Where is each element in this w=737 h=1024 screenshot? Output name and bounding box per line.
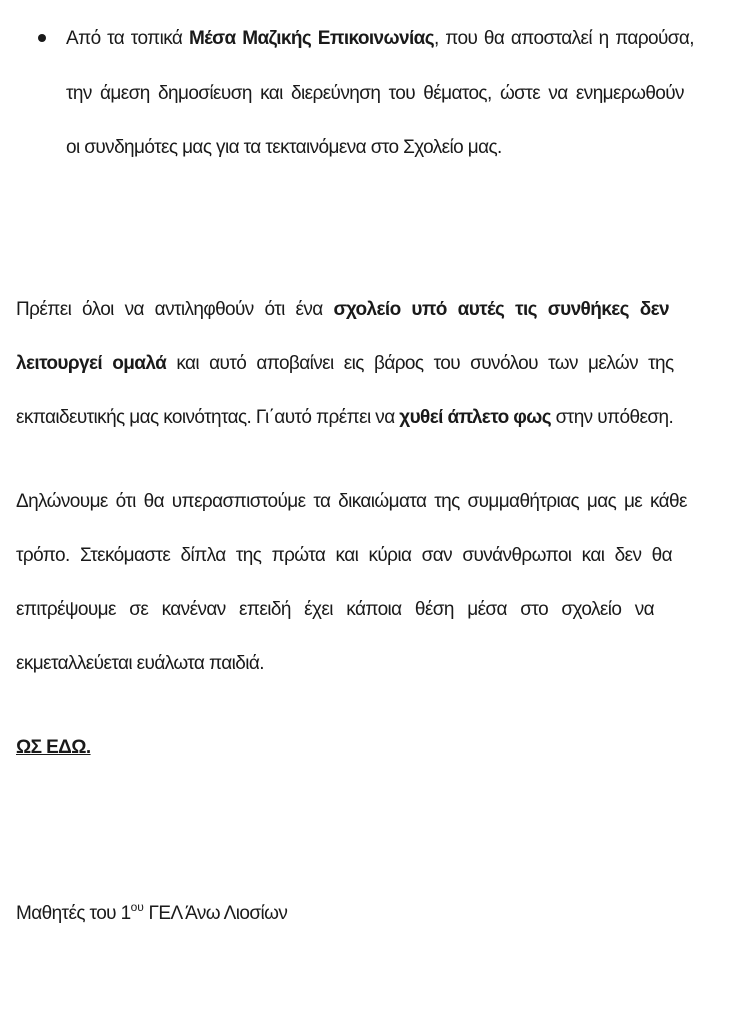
paragraph-1-line-1 <box>16 298 669 322</box>
paragraph-2-line-4 <box>16 652 264 676</box>
paragraph-text: στην υπόθεση. <box>550 407 674 428</box>
paragraph-text: εκμεταλλεύεται ευάλωτα παιδιά. <box>16 653 264 674</box>
paragraph-bold-text: λειτουργεί ομαλά <box>16 353 167 374</box>
signature-superscript: ου <box>130 900 144 914</box>
paragraph-text: επιτρέψουμε σε κανέναν επειδή έχει κάποια θέση μέσα στο σχολείο να <box>16 599 655 620</box>
bullet-text-plain: , που θα αποσταλεί η παρούσα, <box>433 28 694 49</box>
bullet-text: την άμεση δημοσίευση και διερεύνηση του θέματος, ώστε να ενημερωθούν <box>66 83 684 104</box>
bullet-text-line-3 <box>66 136 502 160</box>
bullet-icon <box>38 34 46 42</box>
paragraph-2-line-1 <box>16 490 687 514</box>
bullet-text-line-1-full <box>66 27 694 51</box>
closing-statement: ΩΣ ΕΔΩ. <box>16 737 91 758</box>
signature-prefix: Μαθητές του 1 <box>16 903 131 924</box>
bullet-text-line-2 <box>66 82 684 106</box>
paragraph-2-line-3 <box>16 598 654 622</box>
signature <box>16 900 287 925</box>
paragraph-bold-text: χυθεί άπλετο φως <box>399 407 551 428</box>
bullet-text-bold: Μέσα Μαζικής Επικοινωνίας <box>188 28 434 49</box>
signature-suffix: ΓΕΛ Άνω Λιοσίων <box>143 903 288 924</box>
paragraph-text: Δηλώνουμε ότι θα υπερασπιστούμε τα δικαιώματα της συμμαθήτριας μας με κάθε <box>16 491 687 512</box>
paragraph-text: Πρέπει όλοι να αντιληφθούν ότι ένα <box>16 299 334 320</box>
paragraph-1-line-2 <box>16 352 674 376</box>
bullet-text: οι συνδημότες μας για τα τεκταινόμενα στο Σχολείο μας. <box>66 137 502 158</box>
paragraph-text: και αυτό αποβαίνει εις βάρος του συνόλου των μελών της <box>166 353 674 374</box>
paragraph-text: εκπαιδευτικής μας κοινότητας. Γι΄αυτό πρέπει να <box>16 407 400 428</box>
paragraph-text: τρόπο. Στεκόμαστε δίπλα της πρώτα και κύρια σαν συνάνθρωποι και δεν θα <box>16 545 672 566</box>
bullet-text-plain: Από τα τοπικά <box>66 28 189 49</box>
paragraph-1-line-3 <box>16 406 673 430</box>
paragraph-2-line-2 <box>16 544 672 568</box>
paragraph-bold-text: σχολείο υπό αυτές τις συνθήκες δεν <box>333 299 670 320</box>
